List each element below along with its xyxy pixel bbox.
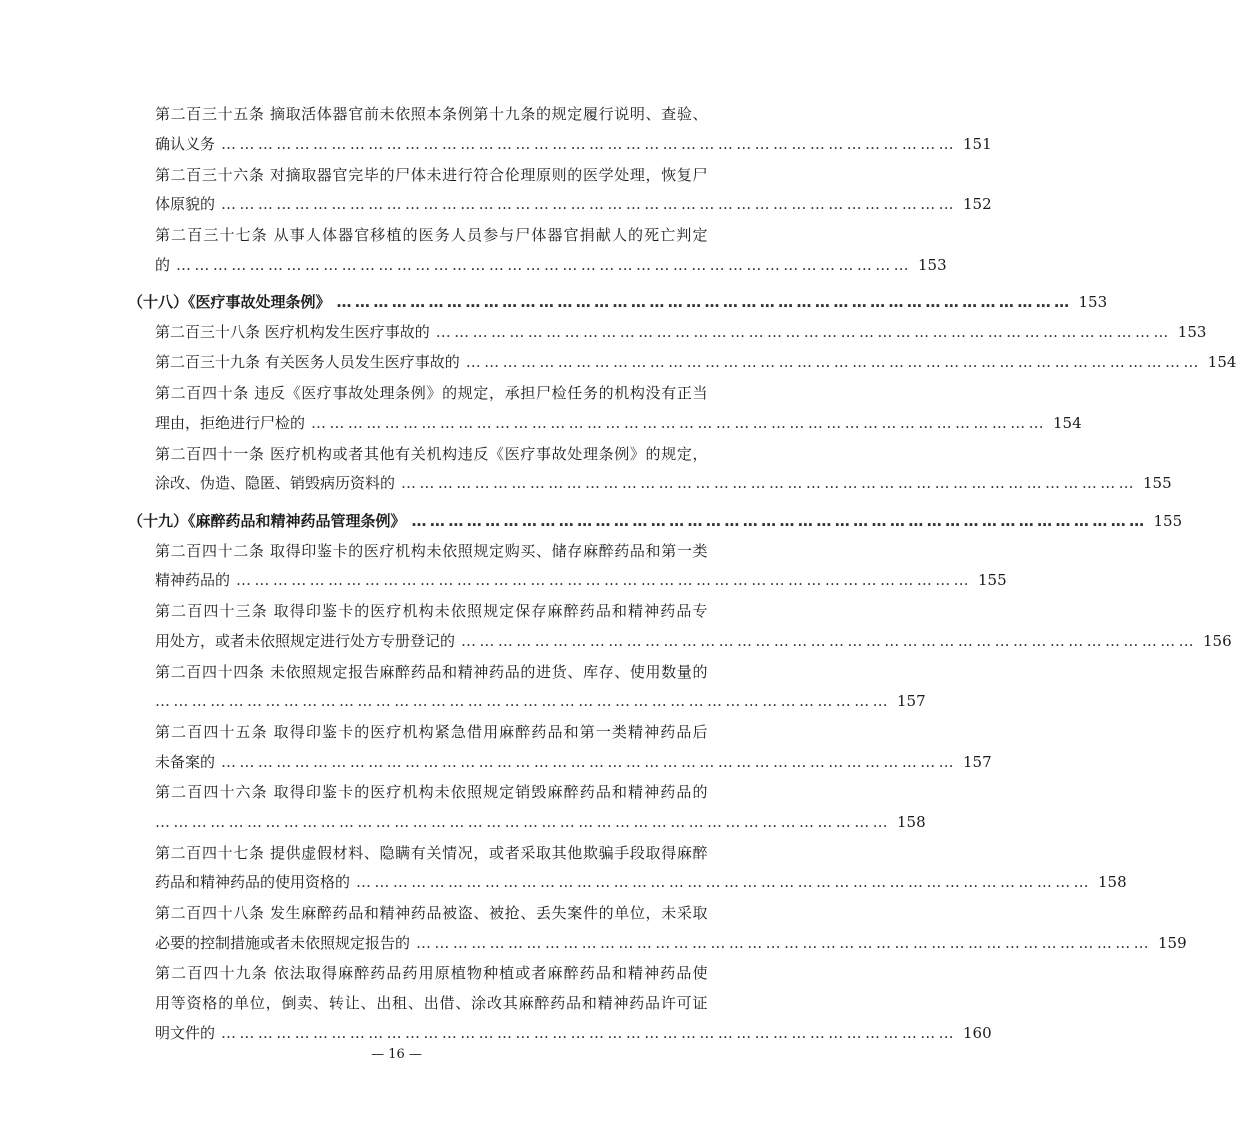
page-number: 155: [978, 571, 1007, 589]
entry-text: 明文件的: [155, 1024, 216, 1042]
entry-text: 的: [155, 256, 171, 274]
toc-entry-237-line2[interactable]: [155, 252, 947, 278]
toc-entry-247-line2[interactable]: [155, 869, 1127, 895]
dot-leader: …………………………………………………………………………………………………………: [176, 256, 913, 274]
entry-text: 第二百三十八条 医疗机构发生医疗事故的: [155, 323, 430, 341]
toc-entry-236-line2[interactable]: [155, 191, 992, 217]
dot-leader: …………………………………………………………………………………………………………: [155, 692, 891, 710]
page-number: 151: [963, 135, 992, 153]
entry-text: 体原貌的: [155, 195, 216, 213]
page-number: 153: [1177, 323, 1207, 341]
page-number: 157: [963, 753, 992, 771]
toc-entry-240-line2[interactable]: [155, 410, 1082, 436]
toc-entry-243-line1: 第二百四十三条 取得印鉴卡的医疗机构未依照规定保存麻醉药品和精神药品专: [155, 602, 708, 620]
toc-entry-244-line1: 第二百四十四条 未依照规定报告麻醉药品和精神药品的进货、库存、使用数量的: [155, 663, 708, 681]
toc-entry-245-line2[interactable]: [155, 749, 992, 775]
entry-text: 理由，拒绝进行尸检的: [155, 414, 306, 432]
page-number: 160: [963, 1024, 992, 1042]
entry-text: 药品和精神药品的使用资格的: [155, 873, 351, 891]
toc-entry-240-line1: 第二百四十条 违反《医疗事故处理条例》的规定，承担尸检任务的机构没有正当: [155, 384, 708, 402]
entry-text: 未备案的: [155, 753, 216, 771]
dot-leader: …………………………………………………………………………………………………………: [465, 353, 1202, 371]
toc-entry-241-line2[interactable]: [155, 470, 1172, 496]
toc-entry-236-line1: 第二百三十六条 对摘取器官完毕的尸体未进行符合伦理原则的医学处理，恢复尸: [155, 166, 708, 184]
dot-leader: …………………………………………………………………………………………………………: [356, 873, 1093, 891]
page-number: 153: [1078, 293, 1108, 311]
dot-leader: …………………………………………………………………………………………………………: [221, 753, 958, 771]
toc-entry-249-line1: 第二百四十九条 依法取得麻醉药品药用原植物种植或者麻醉药品和精神药品使: [155, 964, 708, 982]
entry-text: 确认义务: [155, 135, 216, 153]
toc-entry-243-line2[interactable]: [155, 628, 1232, 654]
dot-leader: …………………………………………………………………………………………………………: [221, 195, 958, 213]
toc-entry-246-line2[interactable]: [155, 809, 926, 835]
section-heading-18[interactable]: [128, 289, 1108, 315]
page-number: 154: [1053, 414, 1082, 432]
toc-entry-242-line1: 第二百四十二条 取得印鉴卡的医疗机构未依照规定购买、储存麻醉药品和第一类: [155, 542, 708, 560]
page-number: 155: [1143, 474, 1172, 492]
dot-leader: …………………………………………………………………………………………………………: [461, 632, 1198, 650]
page-number: 158: [897, 813, 926, 831]
toc-entry-238[interactable]: [155, 319, 1207, 345]
page-number: 156: [1203, 632, 1232, 650]
toc-entry-248-line1: 第二百四十八条 发生麻醉药品和精神药品被盗、被抢、丢失案件的单位，未采取: [155, 904, 708, 922]
toc-entry-244-line2[interactable]: [155, 688, 926, 714]
entry-text: 用处方，或者未依照规定进行处方专册登记的: [155, 632, 456, 650]
page-number: 154: [1207, 353, 1236, 371]
dot-leader: …………………………………………………………………………………………………………: [401, 474, 1138, 492]
toc-entry-237-line1: 第二百三十七条 从事人体器官移植的医务人员参与尸体器官捐献人的死亡判定: [155, 226, 708, 244]
page-number: 157: [897, 692, 926, 710]
dot-leader: …………………………………………………………………………………………………………: [311, 414, 1048, 432]
dot-leader: …………………………………………………………………………………………………………: [336, 293, 1073, 311]
dot-leader: …………………………………………………………………………………………………………: [435, 323, 1172, 341]
toc-entry-247-line1: 第二百四十七条 提供虚假材料、隐瞒有关情况，或者采取其他欺骗手段取得麻醉: [155, 844, 708, 862]
page-number: 153: [918, 256, 947, 274]
toc-entry-246-line1: 第二百四十六条 取得印鉴卡的医疗机构未依照规定销毁麻醉药品和精神药品的: [155, 783, 708, 801]
dot-leader: …………………………………………………………………………………………………………: [416, 934, 1153, 952]
toc-entry-241-line1: 第二百四十一条 医疗机构或者其他有关机构违反《医疗事故处理条例》的规定，: [155, 445, 708, 463]
section-title: （十八）《医疗事故处理条例》: [128, 293, 331, 311]
page-number: 159: [1158, 934, 1187, 952]
toc-entry-242-line2[interactable]: [155, 567, 1007, 593]
toc-entry-239[interactable]: [155, 349, 1236, 375]
toc-entry-235-line2[interactable]: [155, 131, 992, 157]
entry-text: 精神药品的: [155, 571, 231, 589]
entry-text: 第二百三十九条 有关医务人员发生医疗事故的: [155, 353, 460, 371]
section-heading-19[interactable]: [128, 508, 1183, 534]
entry-text: 涂改、伪造、隐匿、销毁病历资料的: [155, 474, 396, 492]
dot-leader: …………………………………………………………………………………………………………: [236, 571, 973, 589]
page-number: 155: [1153, 512, 1183, 530]
page-number: 158: [1098, 873, 1127, 891]
dot-leader: …………………………………………………………………………………………………………: [411, 512, 1148, 530]
toc-entry-249-line2: 用等资格的单位，倒卖、转让、出租、出借、涂改其麻醉药品和精神药品许可证: [155, 994, 708, 1012]
dot-leader: …………………………………………………………………………………………………………: [221, 135, 958, 153]
footer-page-number: — 16 —: [371, 1047, 422, 1062]
entry-text: 必要的控制措施或者未依照规定报告的: [155, 934, 411, 952]
toc-entry-235-line1: 第二百三十五条 摘取活体器官前未依照本条例第十九条的规定履行说明、查验、: [155, 105, 708, 123]
section-title: （十九）《麻醉药品和精神药品管理条例》: [128, 512, 406, 530]
toc-entry-245-line1: 第二百四十五条 取得印鉴卡的医疗机构紧急借用麻醉药品和第一类精神药品后: [155, 723, 708, 741]
page-number: 152: [963, 195, 992, 213]
toc-entry-248-line2[interactable]: [155, 930, 1187, 956]
dot-leader: …………………………………………………………………………………………………………: [221, 1024, 958, 1042]
toc-entry-249-line3[interactable]: [155, 1020, 992, 1046]
dot-leader: …………………………………………………………………………………………………………: [155, 813, 891, 831]
